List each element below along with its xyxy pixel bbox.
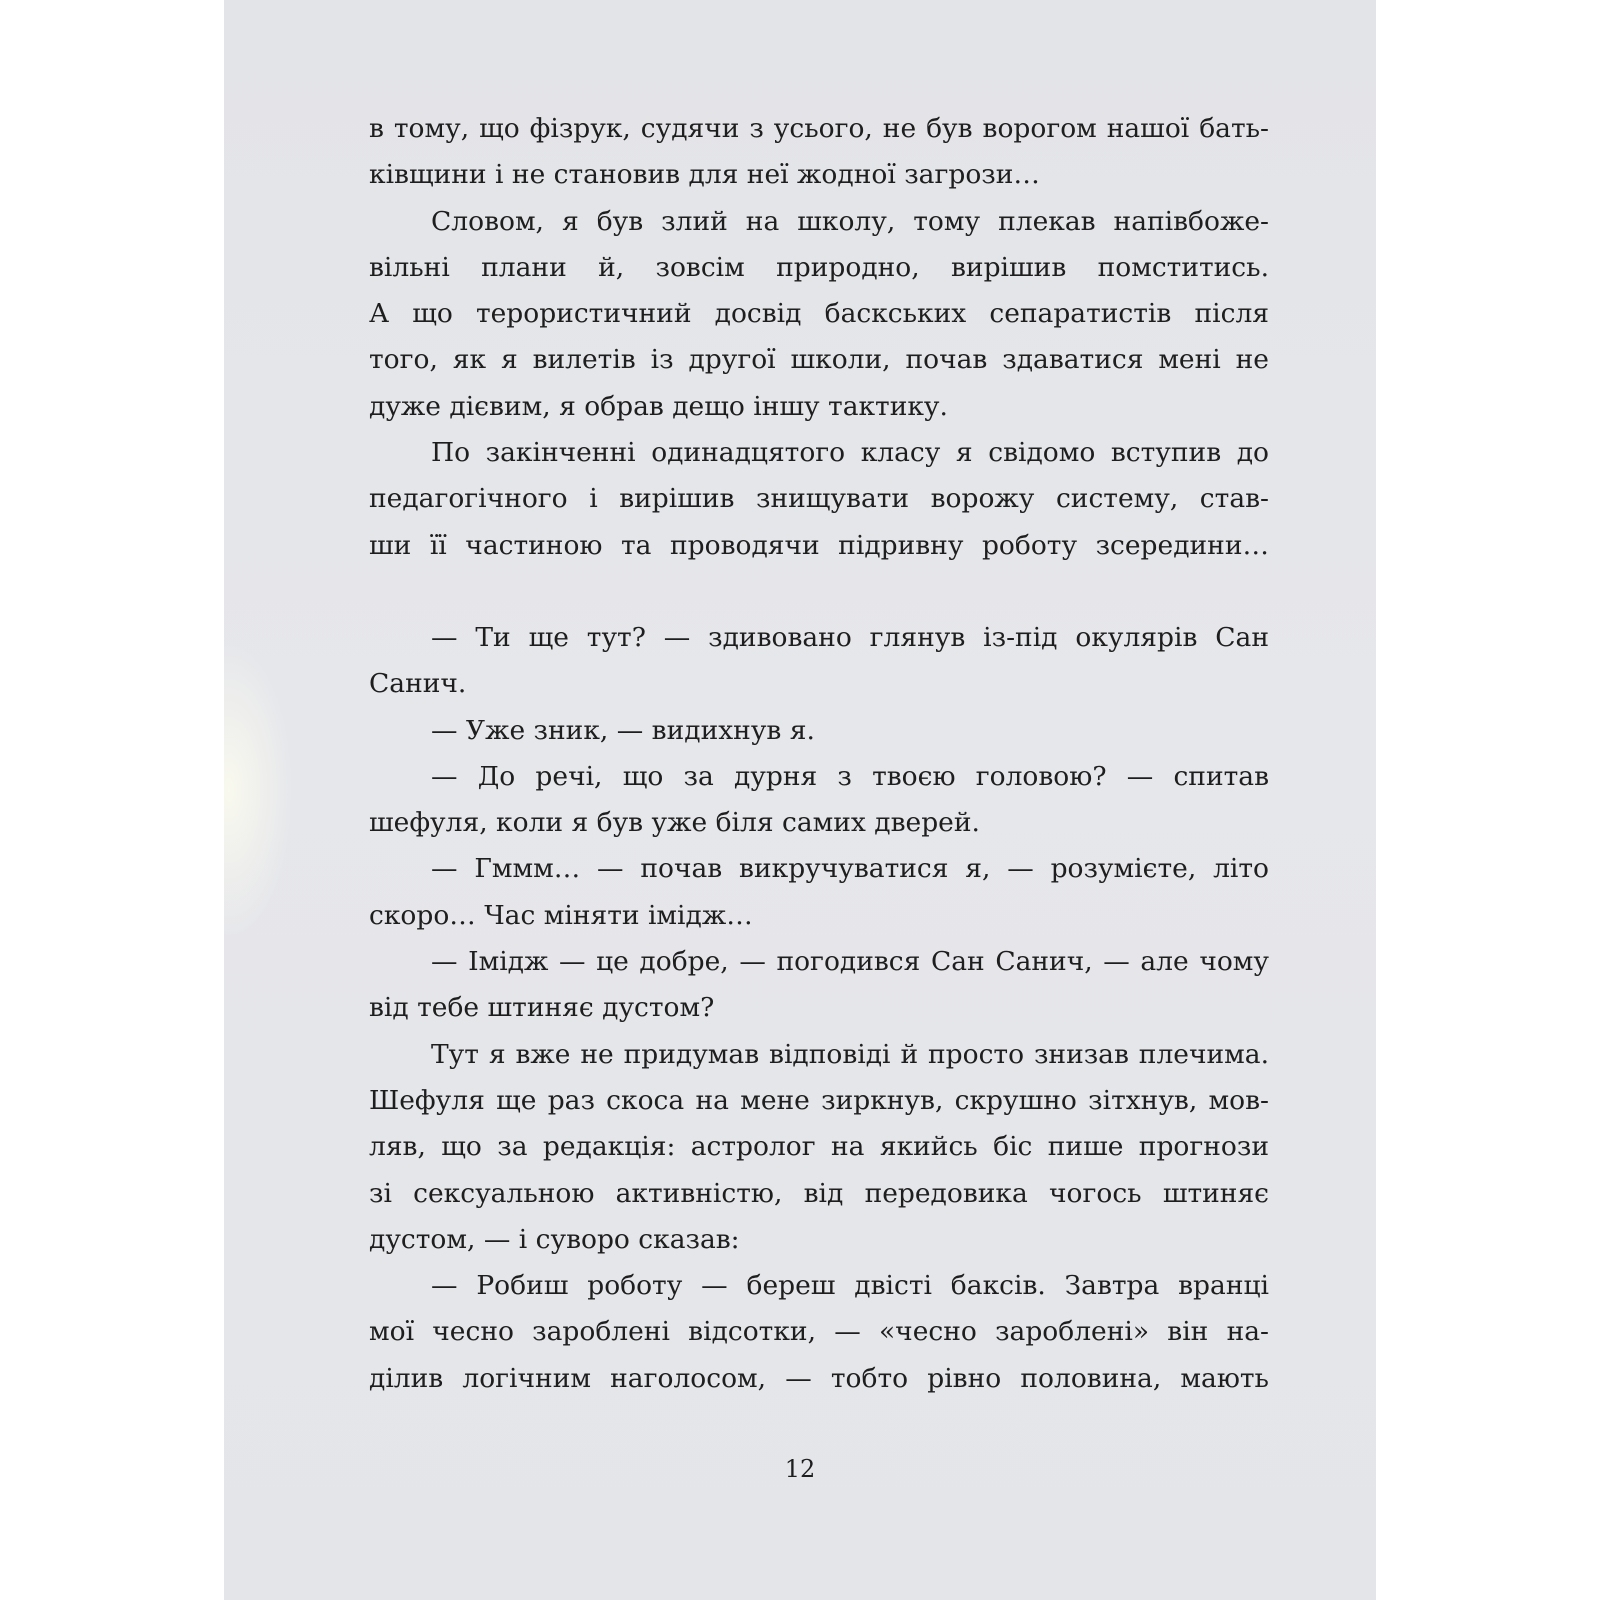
text-line: в тому, що фізрук, судячи з усього, не був ворогом нашої бать- <box>369 113 1269 144</box>
text-line: шефуля, коли я був уже біля самих дверей. <box>369 807 980 839</box>
text-line: — Уже зник, — видихнув я. <box>431 714 815 746</box>
text-line: Санич. <box>369 668 467 700</box>
text-line: Словом, я був злий на школу, тому плекав напівбоже- <box>431 205 1269 237</box>
text-line: скоро… Час міняти імідж… <box>369 899 753 931</box>
text-line: ділив логічним наголосом, — тобто рівно половина, мають <box>369 1362 1269 1394</box>
text-line: мої чесно зароблені відсотки, — «чесно зароблені» він на- <box>369 1316 1269 1348</box>
text-line: Шефуля ще раз скоса на мене зиркнув, скрушно зітхнув, мов- <box>369 1084 1269 1116</box>
text-line: ківщини і не становив для неї жодної загрози… <box>369 159 1040 191</box>
text-line: дустом, — і суворо сказав: <box>369 1223 740 1255</box>
text-line: дуже дієвим, я обрав дещо іншу тактику. <box>369 390 948 422</box>
text-line: вільні плани й, зовсім природно, вирішив помститись. <box>369 251 1269 283</box>
section-break <box>369 569 1269 615</box>
text-line: — Гммм… — почав викручуватися я, — розумієте, літо <box>431 853 1269 885</box>
text-line: — Робиш роботу — береш двісті баксів. Завтра вранці <box>431 1270 1269 1302</box>
book-page <box>224 0 1376 1600</box>
text-line: педагогічного і вирішив знищувати ворожу систему, став- <box>369 483 1269 515</box>
text-line: — До речі, що за дурня з твоєю головою? — спитав <box>431 760 1269 792</box>
text-line: зі сексуальною активністю, від передовика чогось штиняє <box>369 1177 1269 1209</box>
text-line: ляв, що за редакція: астролог на якийсь біс пише прогнози <box>369 1131 1269 1163</box>
body-text <box>369 106 1269 1402</box>
text-line: А що терористичний досвід баскських сепаратистів після <box>369 298 1269 330</box>
text-line: того, як я вилетів із другої школи, почав здаватися мені не <box>369 344 1269 376</box>
text-line: — Ти ще тут? — здивовано глянув із-під окулярів Сан <box>431 621 1269 653</box>
text-line: ши її частиною та проводячи підривну роботу зсередини… <box>369 529 1269 561</box>
light-reflection <box>224 640 294 940</box>
text-line: Тут я вже не придумав відповіді й просто знизав плечима. <box>431 1038 1269 1070</box>
text-line: По закінченні одинадцятого класу я свідомо вступив до <box>431 437 1269 469</box>
text-line: — Імідж — це добре, — погодився Сан Санич, — але чому <box>431 946 1269 978</box>
text-line: від тебе штиняє дустом? <box>369 992 715 1024</box>
page-number: 12 <box>784 1455 816 1483</box>
